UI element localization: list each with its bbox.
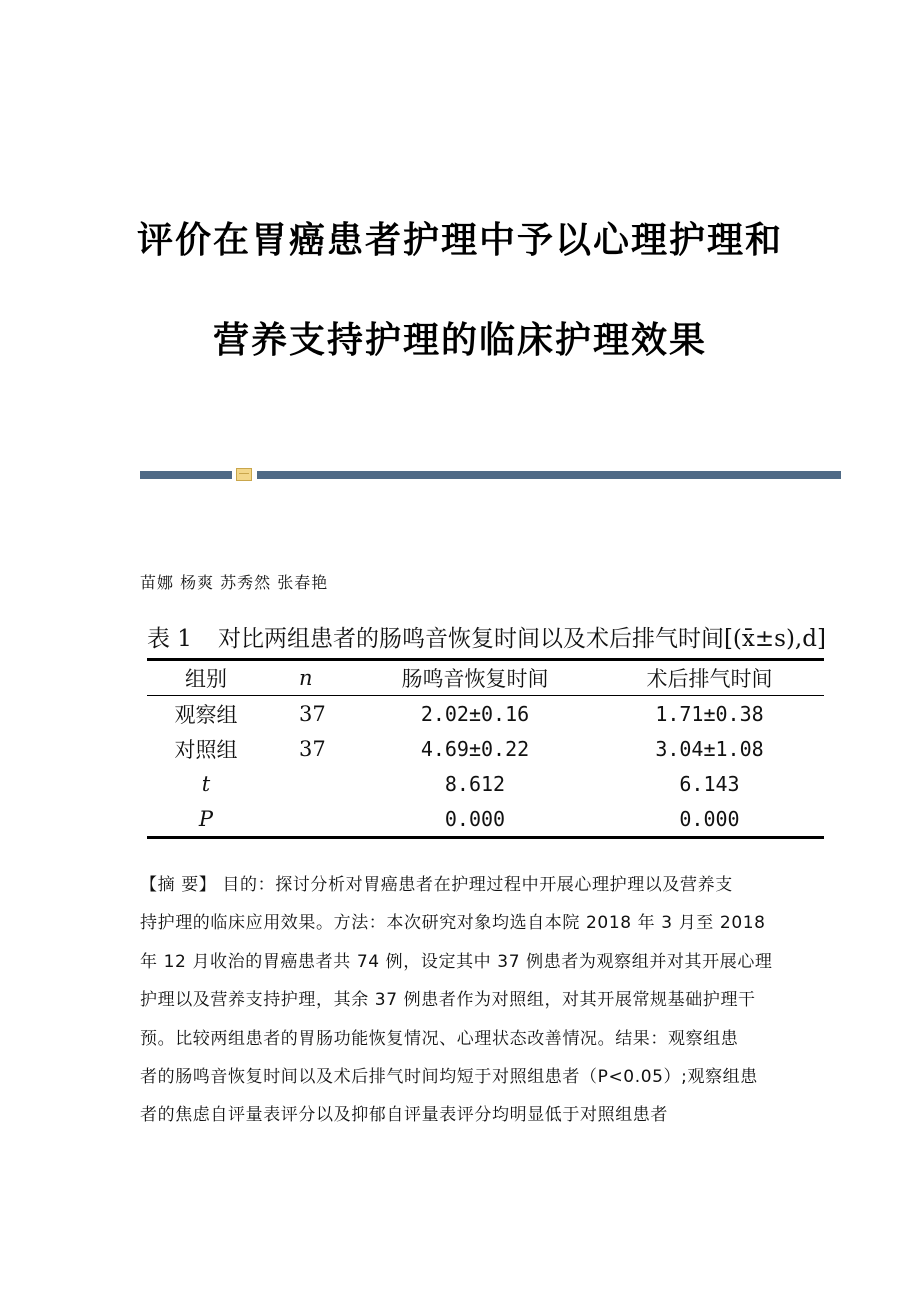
abstract-line: 者的焦虑自评量表评分以及抑郁自评量表评分均明显低于对照组患者 bbox=[140, 1105, 668, 1126]
cell-n: 37 bbox=[299, 736, 326, 761]
cell-stat-label: P bbox=[198, 806, 214, 831]
cell-flatus: 3.04±1.08 bbox=[655, 736, 764, 761]
cell-group: 观察组 bbox=[174, 702, 238, 727]
title-line-2: 营养支持护理的临床护理效果 bbox=[212, 320, 707, 361]
cell-bowel-sound: 8.612 bbox=[444, 771, 506, 796]
abstract-line: 者的肠鸣音恢复时间以及术后排气时间均短于对照组患者（P<0.05）;观察组患 bbox=[140, 1066, 758, 1087]
table-row bbox=[147, 766, 824, 801]
table-number: 表 1 bbox=[147, 626, 192, 652]
author-list: 苗娜 杨爽 苏秀然 张春艳 bbox=[140, 573, 329, 592]
header-n: n bbox=[299, 666, 313, 690]
data-table bbox=[147, 658, 824, 839]
table-bottom-rule bbox=[147, 836, 824, 839]
abstract-line: 持护理的临床应用效果。方法：本次研究对象均选自本院 2018 年 3 月至 2018 bbox=[140, 913, 766, 934]
abstract-line: 护理以及营养支持护理，其余 37 例患者作为对照组，对其开展常规基础护理干 bbox=[140, 990, 756, 1011]
cell-stat-label: t bbox=[201, 771, 211, 796]
cell-bowel-sound: 2.02±0.16 bbox=[420, 701, 530, 726]
table-caption-text: 对比两组患者的肠鸣音恢复时间以及术后排气时间[(x̄±s),d] bbox=[217, 626, 826, 652]
abstract bbox=[140, 866, 790, 1135]
cell-group: 对照组 bbox=[174, 737, 238, 762]
header-group: 组别 bbox=[185, 667, 227, 691]
envelope-icon bbox=[236, 468, 252, 481]
table-row bbox=[147, 696, 824, 731]
table-row bbox=[147, 731, 824, 766]
cell-flatus: 0.000 bbox=[679, 806, 740, 831]
table-header-row bbox=[147, 661, 824, 695]
abstract-line: 【摘 要】 目的：探讨分析对胃癌患者在护理过程中开展心理护理以及营养支 bbox=[140, 875, 733, 895]
abstract-line: 预。比较两组患者的胃肠功能恢复情况、心理状态改善情况。结果：观察组患 bbox=[140, 1028, 739, 1049]
divider-right bbox=[257, 471, 841, 479]
table-row bbox=[147, 801, 824, 836]
cell-bowel-sound: 0.000 bbox=[444, 806, 506, 831]
cell-bowel-sound: 4.69±0.22 bbox=[420, 736, 530, 761]
abstract-line: 年 12 月收治的胃癌患者共 74 例，设定其中 37 例患者为观察组并对其开展心理 bbox=[140, 951, 773, 972]
header-bowel-sound-time: 肠鸣音恢复时间 bbox=[401, 667, 549, 691]
table-caption bbox=[147, 620, 826, 653]
cell-flatus: 1.71±0.38 bbox=[655, 701, 764, 726]
header-flatus-time: 术后排气时间 bbox=[646, 667, 773, 691]
cell-flatus: 6.143 bbox=[679, 771, 740, 796]
divider-left bbox=[140, 471, 232, 479]
title-line-1: 评价在胃癌患者护理中予以心理护理和 bbox=[136, 220, 783, 261]
cell-n: 37 bbox=[299, 701, 326, 726]
